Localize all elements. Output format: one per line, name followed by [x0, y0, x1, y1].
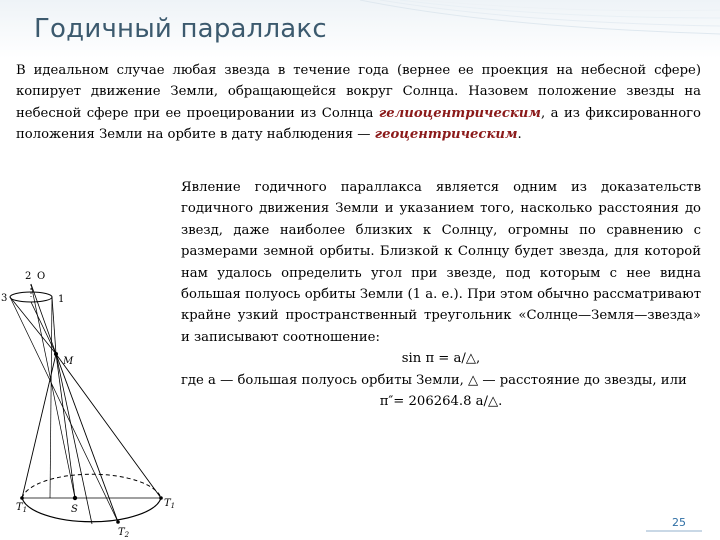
- label-t2-sub: 2: [124, 531, 130, 539]
- t2-point: [116, 520, 120, 524]
- intro-paragraph: [16, 60, 701, 146]
- t1-right-point: [159, 496, 163, 500]
- t1-left-point: [20, 496, 24, 500]
- label-t2: [118, 527, 130, 539]
- bottom-rule: [646, 530, 702, 532]
- label-s: S: [71, 504, 78, 515]
- formula-arcsec: π″= 206264.8 a/△.: [379, 394, 503, 410]
- page-number: 25: [672, 516, 686, 529]
- cone-t2-line: [56, 354, 118, 522]
- slide-title: Годичный параллакс: [34, 14, 327, 44]
- label-t1-right-sub: 1: [170, 502, 176, 510]
- label-t1-left-sub: 1: [22, 506, 28, 514]
- cross-line-3: [10, 297, 118, 522]
- geocentric-term: геоцентрическим: [374, 127, 518, 143]
- parallax-paragraph: [181, 177, 701, 412]
- label-1: 1: [58, 294, 65, 305]
- label-2: 2: [25, 271, 32, 282]
- parallax-diagram: [0, 262, 190, 540]
- orbit-front-half: [22, 498, 161, 522]
- label-t2-letter: T: [118, 527, 125, 538]
- intro-text-end: .: [517, 127, 522, 143]
- label-t1-right-letter: T: [164, 498, 171, 509]
- formula-sine: sin π = a/△,: [401, 351, 481, 367]
- orbit-back-half: [22, 474, 161, 498]
- formula-explanation: где a — большая полуось орбиты Земли, △ — расстояние до звезды, или: [181, 372, 687, 388]
- parallax-text: Явление годичного параллакса является одним из доказательств годичного движения Земли и указанием того, насколько расстояния до звезд, даже наиболее близких к Солнцу, огромны по сравнению с размерами земной орбиты. Близкой к Солнцу будет звезда, для которой нам удалось определить угол при звезде, под которым с нее видна большая полуось орбиты Земли (1 а. е.). При этом обычно рассматривают крайне узкий пространственный треугольник «Солнце—Земля—звезда» и записывают соотношение:: [181, 180, 701, 345]
- label-t1-left-letter: T: [16, 502, 23, 513]
- heliocentric-term: гелиоцентрическим: [378, 105, 541, 121]
- intro-text-middle: , а из фиксированного положения Земли на орбите в дату наблюдения —: [16, 105, 701, 143]
- intro-text-start: В идеальном случае любая звезда в течение года (вернее ее проекция на небесной сфере) копирует движение Земли, обращающейся вокруг Солнца. Назовем положение звезды на небесной сфере при ее проецировании из Солнца: [16, 63, 701, 121]
- sun-point: [73, 496, 77, 500]
- label-m: M: [63, 356, 74, 367]
- label-o: O: [37, 271, 46, 282]
- label-3: 3: [1, 293, 8, 304]
- label-t1-right: [164, 498, 175, 510]
- cross-line-1: [50, 297, 52, 498]
